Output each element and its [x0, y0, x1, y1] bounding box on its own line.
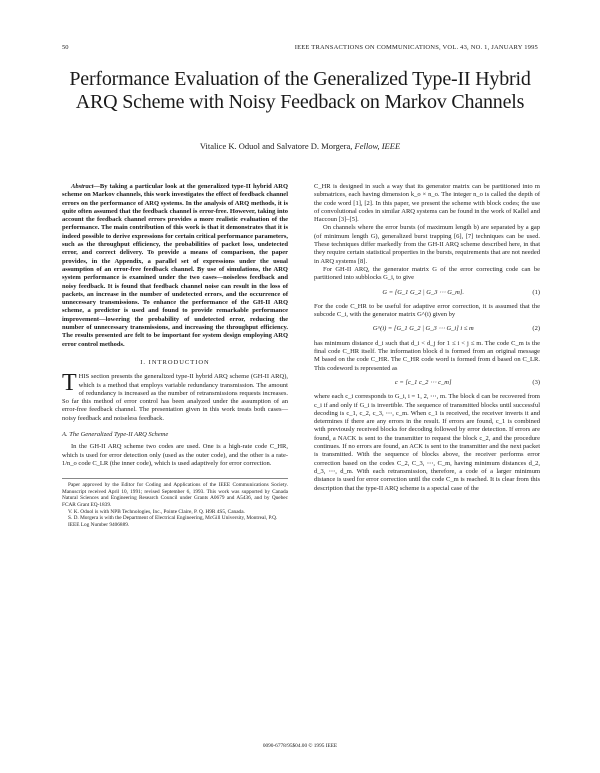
footnote: IEEE Log Number 9406889.	[68, 521, 130, 528]
authors: Vitalice K. Oduol and Salvatore D. Morgera,	[199, 141, 353, 151]
equation-3	[314, 379, 540, 387]
author-line	[60, 141, 540, 151]
author-note: Fellow, IEEE	[354, 141, 401, 151]
abstract-text: By taking a particular look at the generalized type-II hybrid ARQ scheme on Markov channels, this work investigates the effect of feedback channel errors on the performance of ARQ systems. In the analysis of ARQ methods, it is quite often assumed that the feedback channel is error-free. However, taking into account the feedback channel errors provides a more realistic evaluation of the performance. The main contribution of this work is that it demonstrates that it is indeed possible to derive expressions for certain critical performance parameters, such as the throughput efficiency, the probabilities of packet loss, undetected error, and correct delivery. To provide a means of comparison, the paper provides, in the Appendix, a parallel set of expressions under the usual assumption of an error-free feedback channel. By use of simulations, the ARQ system performance is examined under the two cases—noiseless feedback and noisy feedback. It is found that feedback channel noise can result in the loss of packets, an increase in the number of undetected errors, and the occurrence of unnecessary transmissions. To enhance the performance of the GH-II ARQ scheme, a predictor is used and found to provide remarkable performance improvement—lowering the probability of undetected error, reducing the number of unnecessary transmissions, and increasing the throughput efficiency. The results presented are felt to be important for system design employing ARQ error control methods.	[62, 183, 288, 348]
intro-text: HIS section presents the generalized type-II hybrid ARQ scheme (GH-II ARQ), which is a method that employs variable redundancy transmission. The amount of redundancy is increased as the number of retransmissions requests increases. So far this method of error control has been analyzed under the assumption of an error-free feedback channel. The presentation given in this work treats both cases—noisy feedback and noiseless feedback.	[62, 373, 288, 422]
body-paragraph: has minimum distance d_i such that d_i < d_j for 1 ≤ i < j ≤ m. The code C_m is the final code C_HR itself. The information block d is formed from an original message M based on the code C_HR. The C_HR code word is formed from d based on C_LR. This codeword is represented as	[314, 339, 540, 372]
abstract	[62, 183, 288, 349]
running-header	[62, 44, 538, 56]
equation-1	[314, 289, 540, 297]
equation-body: c = [c_1 c_2 ⋯ c_m]	[394, 378, 452, 386]
abstract-label: Abstract—	[71, 183, 100, 190]
running-head: IEEE TRANSACTIONS ON COMMUNICATIONS, VOL. 43, NO. 1, JANUARY 1995	[294, 44, 538, 51]
dropcap: T	[62, 370, 77, 397]
section-heading-intro: I. INTRODUCTION	[140, 358, 210, 366]
body-paragraph: For the code C_HR to be useful for adaptive error correction, it is assumed that the subcode C_i, with the generator matrix G^(i) given by	[314, 302, 540, 319]
footnote: S. D. Morgera is with the Department of Electrical Engineering, McGill University, Montreal, P.Q.	[68, 515, 278, 522]
equation-body: G = [G_1 G_2 | G_3 ⋯ G_m].	[382, 288, 465, 296]
equation-number: (1)	[532, 288, 540, 296]
left-column	[62, 183, 288, 528]
page-number: 50	[62, 44, 69, 51]
subsection-paragraph: In the GH-II ARQ scheme two codes are used. One is a high-rate code C_HR, which is used for error detection only (used as the outer code), and the other is a rate-1/n_o code C_LR (the inner code), which is used adaptively for error correction.	[62, 443, 288, 467]
equation-number: (3)	[532, 378, 540, 386]
equation-number: (2)	[532, 325, 540, 333]
subsection-heading: A. The Generalized Type-II ARQ Scheme	[62, 431, 169, 439]
footnotes	[62, 478, 288, 528]
intro-paragraph	[62, 370, 288, 423]
body-paragraph: For GH-II ARQ, the generator matrix G of the error correcting code can be partitioned into subblocks G_i, to give	[314, 265, 540, 282]
paper-title: Performance Evaluation of the Generalized Type-II Hybrid ARQ Scheme with Noisy Feedback on Markov Channels	[69, 68, 531, 113]
footnote: V. K. Oduol is with NPB Technologies, Inc., Pointe Claire, P. Q. H9R 4S5, Canada.	[68, 508, 245, 515]
body-paragraph: On channels where the error bursts (of maximum length b) are separated by a gap (of minimum length G), generalized burst trapping [6], [7] techniques can be used. These techniques differ markedly from the GH-II ARQ scheme described here, in that they require certain statistical properties in the bursts, requirements that are not needed in ARQ systems [8].	[314, 224, 540, 265]
equation-body: G^(i) = [G_1 G_2 | G_3 ⋯ G_i] i ≤ m	[372, 325, 474, 333]
equation-2	[314, 325, 540, 333]
body-paragraph: where each c_i corresponds to G_i, i = 1, 2, ⋯, m. The block d can be recovered from c_i if and only if G_i is invertible. The sequence of transmitted blocks until successful decoding is c_1, c_2, c_3, ⋯, c_m. When c_1 is received, the receiver inverts it and determines if there are any errors in the result. If errors are found, c_1 is combined with previously received blocks for decoding followed by error detection. If errors are found, a NACK is sent to the transmitter to request the block c_2, and the procedure continues. If no errors are found, an ACK is sent to the transmitter and the next packet is transmitted. With the sequence of blocks above, the receiver performs error correction based on the codes C_2, C_3, ⋯, C_m, having minimum distances d_2, d_3, ⋯, d_m. With each retransmission, therefore, a code of a larger minimum distance is used for error correction until the code C_m is reached. It is clear from this description that the type-II ARQ scheme is a special case of the	[314, 393, 540, 492]
body-paragraph: C_HR is designed in such a way that its generator matrix can be partitioned into m submatrices, each having dimension k_o × n_o. The integer n_o is called the depth of the code word [1], [2]. In this paper, we present the scheme with block codes; the use of convolutional codes in similar ARQ systems can be found in the work of Kallel and Haccoun [3]–[5].	[314, 183, 540, 224]
copyright-footer: 0090-6778/95$04.00 © 1995 IEEE	[262, 743, 338, 749]
footnote: Paper approved by the Editor for Coding and Applications of the IEEE Communications Society. Manuscript received April 10, 1991; revised September 6, 1993. This work was supported by Canada Natural Sciences and Engineering Research Council under Grants A0679 and A5436, and by Quebec FCAR Grant EQ-1839.	[62, 482, 288, 508]
right-column	[314, 183, 540, 493]
